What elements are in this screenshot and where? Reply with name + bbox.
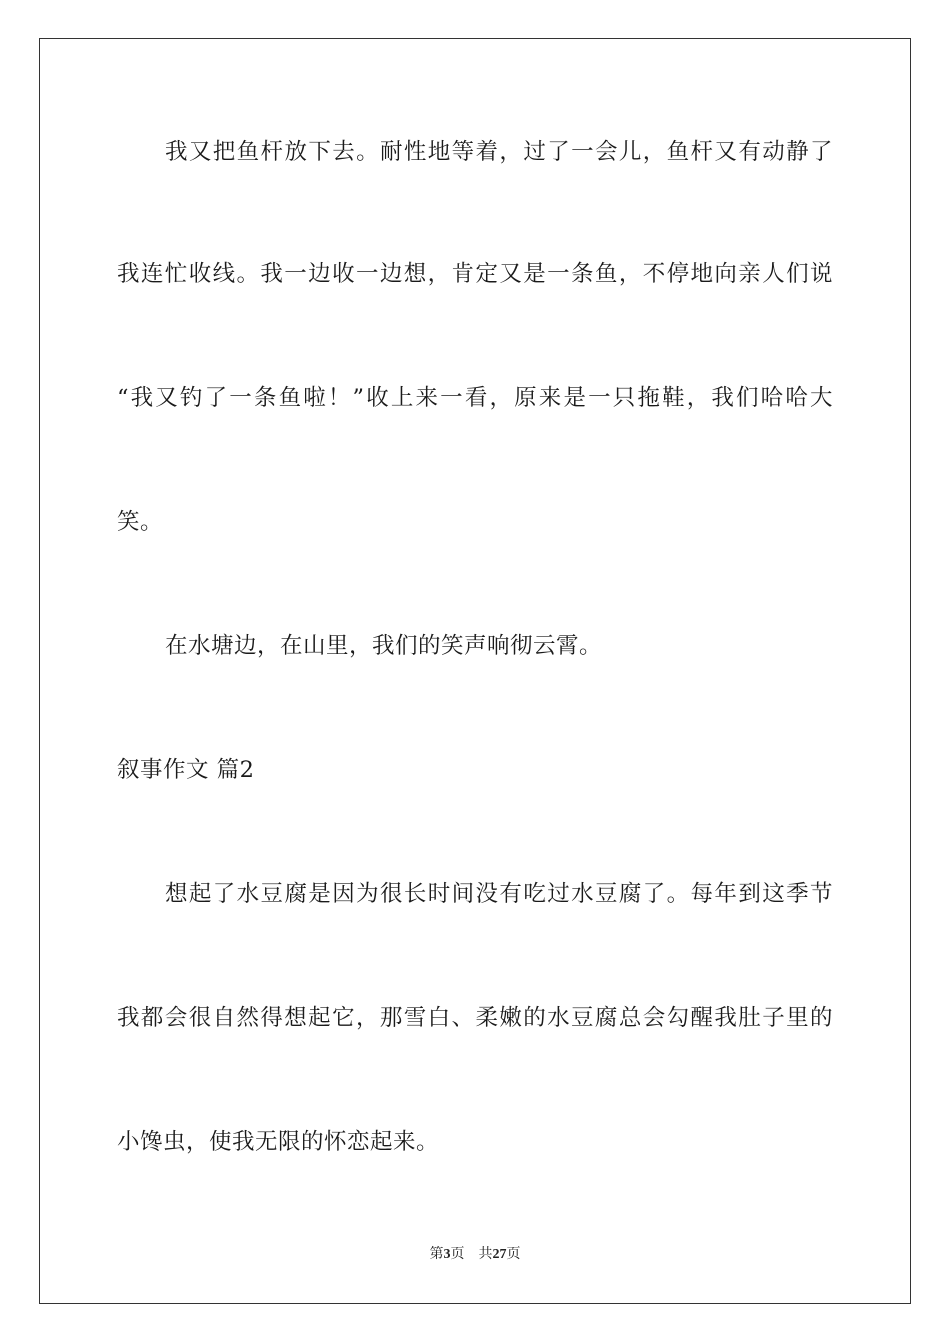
paragraph-2-line-1: 在水塘边，在山里，我们的笑声响彻云霄。 <box>165 633 603 659</box>
page-number: 3 <box>443 1247 451 1262</box>
page-prefix: 第 <box>429 1247 444 1262</box>
page-footer <box>0 1246 950 1264</box>
paragraph-1-line-1: 我又把鱼杆放下去。耐性地等着，过了一会儿，鱼杆又有动静了 <box>165 139 833 165</box>
total-pages: 27 <box>492 1247 507 1262</box>
total-prefix: 共 <box>478 1247 493 1262</box>
page-suffix: 页 <box>450 1247 465 1262</box>
paragraph-1-line-3: “我又钓了一条鱼啦！”收上来一看，原来是一只拖鞋，我们哈哈大 <box>117 385 833 411</box>
total-suffix: 页 <box>506 1247 521 1262</box>
paragraph-3-line-3: 小馋虫，使我无限的怀恋起来。 <box>117 1129 440 1155</box>
paragraph-3-line-2: 我都会很自然得想起它，那雪白、柔嫩的水豆腐总会勾醒我肚子里的 <box>117 1005 833 1031</box>
page-border <box>39 38 911 1304</box>
paragraph-1-line-4: 笑。 <box>117 509 164 535</box>
section-heading: 叙事作文 篇2 <box>117 757 255 783</box>
paragraph-3-line-1: 想起了水豆腐是因为很长时间没有吃过水豆腐了。每年到这季节 <box>165 881 833 907</box>
paragraph-1-line-2: 我连忙收线。我一边收一边想，肯定又是一条鱼，不停地向亲人们说 <box>117 261 833 287</box>
